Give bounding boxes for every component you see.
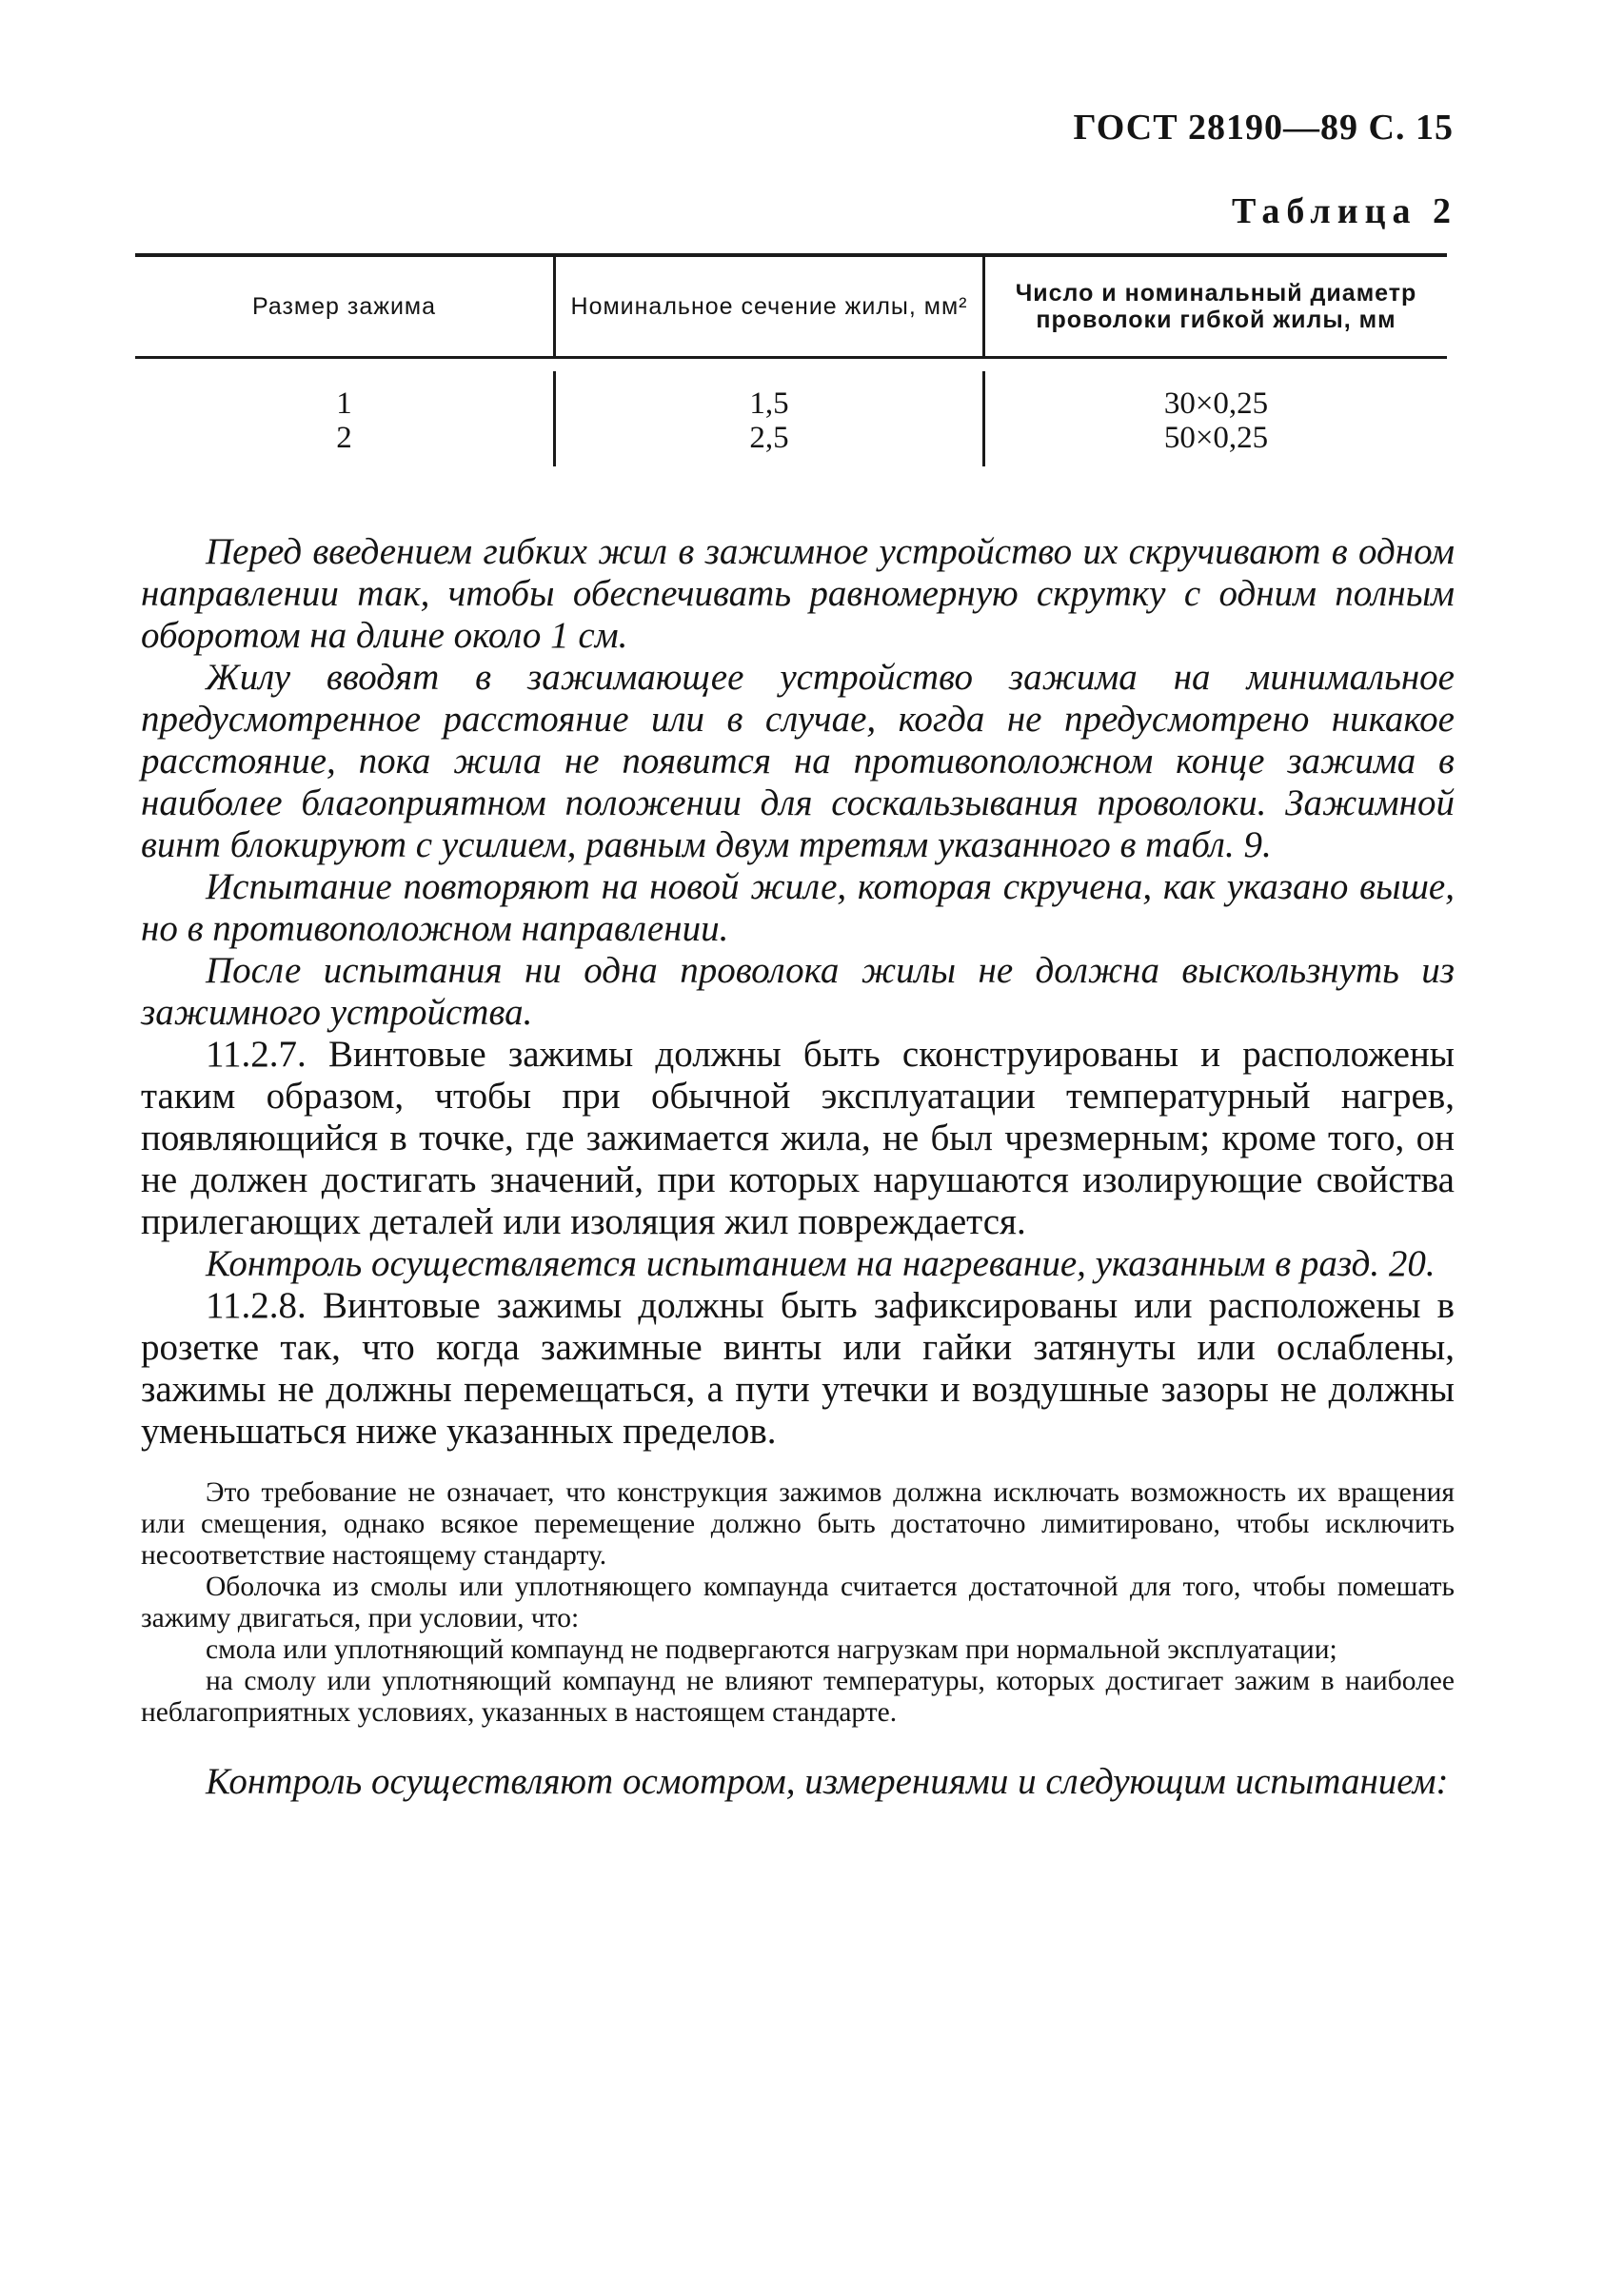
- table-cell: 2: [336, 421, 352, 455]
- table-cell: 2,5: [749, 421, 789, 455]
- table-column-header: Число и номинальный диаметр проволоки гибкой жилы, мм: [1015, 280, 1417, 333]
- note-resin: Оболочка из смолы или уплотняющего компаунда считается достаточной для того, чтобы помешать зажиму двигаться, при условии, что:: [141, 1572, 1455, 1633]
- clause-11-2-7: 11.2.7. Винтовые зажимы должны быть сконструированы и расположены таким образом, чтобы при обычной эксплуатации температурный нагрев, появляющийся в точке, где зажимается жила, не был чрезмерным; кроме того, он не должен достигать значений, при которых нарушаются изолирующие свойства прилегающих деталей или изоляция жил повреждается.: [141, 1034, 1455, 1242]
- paragraph-repeat-test: Испытание повторяют на новой жиле, которая скручена, как указано выше, но в противоположном направлении.: [141, 866, 1455, 949]
- table-cell: 50×0,25: [1163, 421, 1269, 455]
- body-text: [141, 531, 1455, 1803]
- note-condition-1: смола или уплотняющий компаунд не подвергаются нагрузкам при нормальной эксплуатации;: [206, 1634, 1337, 1665]
- data-table: [135, 253, 1447, 472]
- note-condition-2: на смолу или уплотняющий компаунд не влияют температуры, которых достигает зажим в наиболее неблагоприятных условиях, указанных в настоящем стандарте.: [141, 1666, 1455, 1728]
- paragraph-insertion: Жилу вводят в зажимающее устройство зажима на минимальное предусмотренное расстояние или в случае, когда не предусмотрено никакое расстояние, пока жила не появится на противоположном конце зажима в наиболее благоприятном положении для соскальзывания проволоки. Зажимной винт блокируют с усилием, равным двум третям указанного в табл. 9.: [141, 657, 1455, 865]
- table-cell: 1: [336, 386, 352, 421]
- note-rotation: Это требование не означает, что конструкция зажимов должна исключать возможность их вращения или смещения, однако всякое перемещение должно быть достаточно лимитировано, чтобы исключить несоответствие настоящему стандарту.: [141, 1477, 1455, 1571]
- table-header-rule: [135, 356, 1447, 359]
- table-cell: 30×0,25: [1163, 386, 1269, 421]
- paragraph-test-result: После испытания ни одна проволока жилы не должна выскользнуть из зажимного устройства.: [141, 950, 1455, 1033]
- table-cell: 1,5: [749, 386, 789, 421]
- table-column-clamp-size: [135, 386, 553, 455]
- table-column-header: Номинальное сечение жилы, мм²: [570, 293, 968, 320]
- page-header: ГОСТ 28190—89 С. 15: [1073, 108, 1454, 148]
- table-label: Таблица 2: [1231, 191, 1457, 231]
- table-column-section: [556, 386, 982, 455]
- paragraph-inspection: Контроль осуществляют осмотром, измерениями и следующим испытанием:: [206, 1761, 1449, 1802]
- paragraph-twisting: Перед введением гибких жил в зажимное устройство их скручивают в одном направлении так, чтобы обеспечивать равномерную скрутку с одним полным оборотом на длине около 1 см.: [141, 531, 1455, 656]
- table-column-header: Размер зажима: [251, 293, 437, 320]
- clause-11-2-8: 11.2.8. Винтовые зажимы должны быть зафиксированы или расположены в розетке так, что когда зажимные винты или гайки затянуты или ослаблены, зажимы не должны перемещаться, а пути утечки и воздушные зазоры не должны уменьшаться ниже указанных пределов.: [141, 1285, 1455, 1452]
- table-column-wire: [985, 386, 1447, 455]
- paragraph-heating-control: Контроль осуществляется испытанием на нагревание, указанным в разд. 20.: [206, 1243, 1436, 1284]
